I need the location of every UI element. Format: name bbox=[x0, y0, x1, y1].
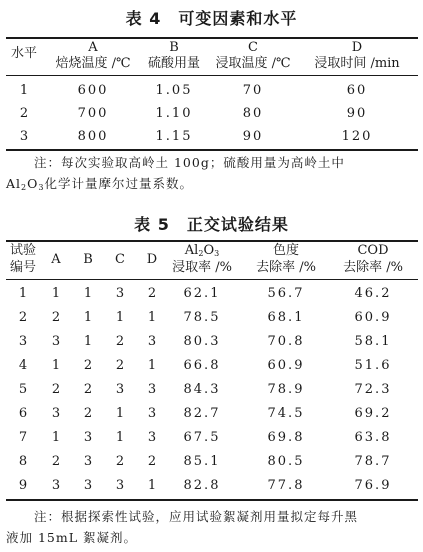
table5-header-al2o3 bbox=[164, 243, 240, 261]
table-row bbox=[0, 334, 423, 352]
table5-cell-color: 77.8 bbox=[267, 478, 305, 493]
table5-cell-a: 2 bbox=[51, 382, 61, 397]
table5-cell-no: 1 bbox=[18, 286, 28, 301]
table5-cell-a: 1 bbox=[51, 430, 61, 445]
table5-cell-a: 3 bbox=[51, 478, 61, 493]
table4-cell-d: 90 bbox=[346, 106, 368, 121]
table5-cell-b: 1 bbox=[83, 286, 93, 301]
table5-cell-al: 78.5 bbox=[183, 310, 221, 325]
table5-cell-color: 78.9 bbox=[267, 382, 305, 397]
table5-cell-cod: 58.1 bbox=[354, 334, 392, 349]
table4-cell-level: 3 bbox=[19, 129, 29, 144]
table5-cell-b: 1 bbox=[83, 310, 93, 325]
table4-header-b-label: 硫酸用量 bbox=[147, 56, 200, 71]
table-row bbox=[0, 310, 423, 328]
table4-title: 表 4 可变因素和水平 bbox=[125, 9, 298, 28]
al2o3-sub1: 2 bbox=[21, 183, 28, 192]
table5-cell-d: 2 bbox=[147, 454, 157, 469]
al2o3-al: Al bbox=[6, 176, 22, 191]
table4-cell-c: 80 bbox=[242, 106, 264, 121]
table5-cell-a: 2 bbox=[51, 310, 61, 325]
table5-cell-color: 80.5 bbox=[267, 454, 305, 469]
table5-cell-d: 3 bbox=[147, 382, 157, 397]
table5-cell-d: 2 bbox=[147, 286, 157, 301]
table5-header-c: C bbox=[115, 252, 125, 267]
table5-cell-c: 1 bbox=[115, 406, 125, 421]
table5-cell-a: 3 bbox=[51, 406, 61, 421]
table5-cell-color: 68.1 bbox=[267, 310, 305, 325]
table4-cell-d: 120 bbox=[341, 129, 373, 144]
table4-cell-b: 1.05 bbox=[155, 83, 193, 98]
table5-note-line2: 液加 15mL 絮凝剂。 bbox=[6, 530, 138, 545]
table4-header-c-letter: C bbox=[248, 40, 258, 55]
table5-cell-cod: 46.2 bbox=[354, 286, 392, 301]
al2o3-sub2: 3 bbox=[38, 183, 45, 192]
table5-cell-al: 84.3 bbox=[183, 382, 221, 397]
table5-cell-a: 1 bbox=[51, 358, 61, 373]
table5-cell-no: 3 bbox=[18, 334, 28, 349]
table5-cell-color: 60.9 bbox=[267, 358, 305, 373]
table5-cell-d: 1 bbox=[147, 478, 157, 493]
al2o3-al: Al bbox=[184, 243, 199, 258]
table5-cell-a: 1 bbox=[51, 286, 61, 301]
table5-cell-c: 3 bbox=[115, 382, 125, 397]
table5-header-a: A bbox=[51, 252, 61, 267]
table4-cell-d: 60 bbox=[346, 83, 368, 98]
table4-note-line2 bbox=[6, 173, 418, 198]
table5-cell-color: 56.7 bbox=[267, 286, 305, 301]
table5-cell-no: 7 bbox=[18, 430, 28, 445]
table5-title: 表 5 正交试验结果 bbox=[134, 215, 289, 234]
table5-cell-b: 2 bbox=[83, 382, 93, 397]
table4-cell-a: 800 bbox=[77, 129, 109, 144]
table5-cell-c: 1 bbox=[115, 430, 125, 445]
table5-cell-color: 69.8 bbox=[267, 430, 305, 445]
table4-cell-level: 1 bbox=[19, 83, 29, 98]
table5-header-trial-1: 试验 bbox=[9, 243, 36, 258]
table4-note-line1: 注：每次实验取高岭土 100g；硫酸用量为高岭土中 bbox=[34, 155, 345, 170]
table-row bbox=[0, 358, 423, 376]
table5-note bbox=[6, 506, 418, 548]
table5-cell-c: 1 bbox=[115, 310, 125, 325]
table5-header-b: B bbox=[83, 252, 93, 267]
table5-cell-color: 70.8 bbox=[267, 334, 305, 349]
table5-bottom-rule bbox=[6, 499, 418, 501]
table5-cell-a: 2 bbox=[51, 454, 61, 469]
table4-cell-level: 2 bbox=[19, 106, 29, 121]
table5-header-d: D bbox=[146, 252, 158, 267]
table5-cell-a: 3 bbox=[51, 334, 61, 349]
table4-cell-a: 700 bbox=[77, 106, 109, 121]
table5-cell-c: 2 bbox=[115, 358, 125, 373]
table4-cell-b: 1.10 bbox=[155, 106, 193, 121]
table4-header-level: 水平 bbox=[10, 46, 37, 61]
table5-cell-d: 1 bbox=[147, 358, 157, 373]
table-row bbox=[0, 430, 423, 448]
table5-note-line1: 注：根据探索性试验，应用试验絮凝剂用量拟定每升黑 bbox=[34, 509, 359, 524]
table5-cell-d: 3 bbox=[147, 406, 157, 421]
table5-cell-no: 6 bbox=[18, 406, 28, 421]
table5-cell-c: 3 bbox=[115, 286, 125, 301]
table5-cell-cod: 78.7 bbox=[354, 454, 392, 469]
table5-cell-cod: 76.9 bbox=[354, 478, 392, 493]
table5-cell-b: 3 bbox=[83, 478, 93, 493]
table5-cell-c: 2 bbox=[115, 454, 125, 469]
table5-cell-no: 8 bbox=[18, 454, 28, 469]
table5-header-al-label: 浸取率 /% bbox=[172, 260, 232, 275]
table4-bottom-rule bbox=[6, 149, 418, 151]
table4-note-line2-rest: 化学计量摩尔过量系数。 bbox=[44, 176, 193, 191]
table4-cell-c: 70 bbox=[242, 83, 264, 98]
table5-cell-c: 3 bbox=[115, 478, 125, 493]
table5-cell-al: 67.5 bbox=[183, 430, 221, 445]
table4-header-rule bbox=[6, 75, 418, 76]
table5-cell-b: 2 bbox=[83, 358, 93, 373]
table5-cell-d: 1 bbox=[147, 310, 157, 325]
table-row bbox=[0, 382, 423, 400]
table5-cell-no: 5 bbox=[18, 382, 28, 397]
table5-cell-cod: 60.9 bbox=[354, 310, 392, 325]
table5-header-rule bbox=[6, 279, 418, 280]
table5-cell-d: 3 bbox=[147, 430, 157, 445]
table4-header-d-letter: D bbox=[351, 40, 363, 55]
table5-cell-no: 2 bbox=[18, 310, 28, 325]
table5-header-color-1: 色度 bbox=[272, 243, 299, 258]
al2o3-sub1: 2 bbox=[198, 249, 204, 258]
table5-cell-al: 85.1 bbox=[183, 454, 221, 469]
table5-cell-d: 3 bbox=[147, 334, 157, 349]
table4-header-d-label: 浸取时间 /min bbox=[314, 56, 400, 71]
table5-cell-no: 9 bbox=[18, 478, 28, 493]
table4-header-a-label: 焙烧温度 /℃ bbox=[55, 56, 131, 71]
table5-header-color-2: 去除率 /% bbox=[256, 260, 316, 275]
table5-cell-b: 3 bbox=[83, 454, 93, 469]
table5-cell-cod: 51.6 bbox=[354, 358, 392, 373]
table-row bbox=[0, 406, 423, 424]
al2o3-o: O bbox=[203, 243, 215, 258]
table5-cell-cod: 63.8 bbox=[354, 430, 392, 445]
table4-header-a-letter: A bbox=[88, 40, 98, 55]
table5-cell-al: 62.1 bbox=[183, 286, 221, 301]
table5-cell-cod: 69.2 bbox=[354, 406, 392, 421]
table5-cell-al: 82.8 bbox=[183, 478, 221, 493]
table5-cell-b: 1 bbox=[83, 334, 93, 349]
table4-note bbox=[6, 152, 418, 198]
table4-cell-b: 1.15 bbox=[155, 129, 193, 144]
table5-cell-al: 66.8 bbox=[183, 358, 221, 373]
table-row bbox=[0, 454, 423, 472]
table-row bbox=[0, 286, 423, 304]
table5-cell-no: 4 bbox=[18, 358, 28, 373]
al2o3-o: O bbox=[27, 176, 39, 191]
table5-cell-al: 80.3 bbox=[183, 334, 221, 349]
table5-cell-c: 2 bbox=[115, 334, 125, 349]
table5-cell-cod: 72.3 bbox=[354, 382, 392, 397]
table5-cell-al: 82.7 bbox=[183, 406, 221, 421]
table5-cell-b: 3 bbox=[83, 430, 93, 445]
al2o3-sub2: 3 bbox=[214, 249, 220, 258]
table5-header-trial-2: 编号 bbox=[9, 260, 36, 275]
table4-header-c-label: 浸取温度 /℃ bbox=[215, 56, 291, 71]
table4-header-b-letter: B bbox=[169, 40, 179, 55]
table5-cell-color: 74.5 bbox=[267, 406, 305, 421]
table5-cell-b: 2 bbox=[83, 406, 93, 421]
table5-header-cod-1: COD bbox=[357, 243, 389, 258]
table5-top-rule bbox=[6, 240, 418, 242]
table-row bbox=[0, 478, 423, 496]
table4-top-rule bbox=[6, 37, 418, 39]
table5-header-cod-2: 去除率 /% bbox=[343, 260, 403, 275]
table4-cell-c: 90 bbox=[242, 129, 264, 144]
table4-cell-a: 600 bbox=[77, 83, 109, 98]
